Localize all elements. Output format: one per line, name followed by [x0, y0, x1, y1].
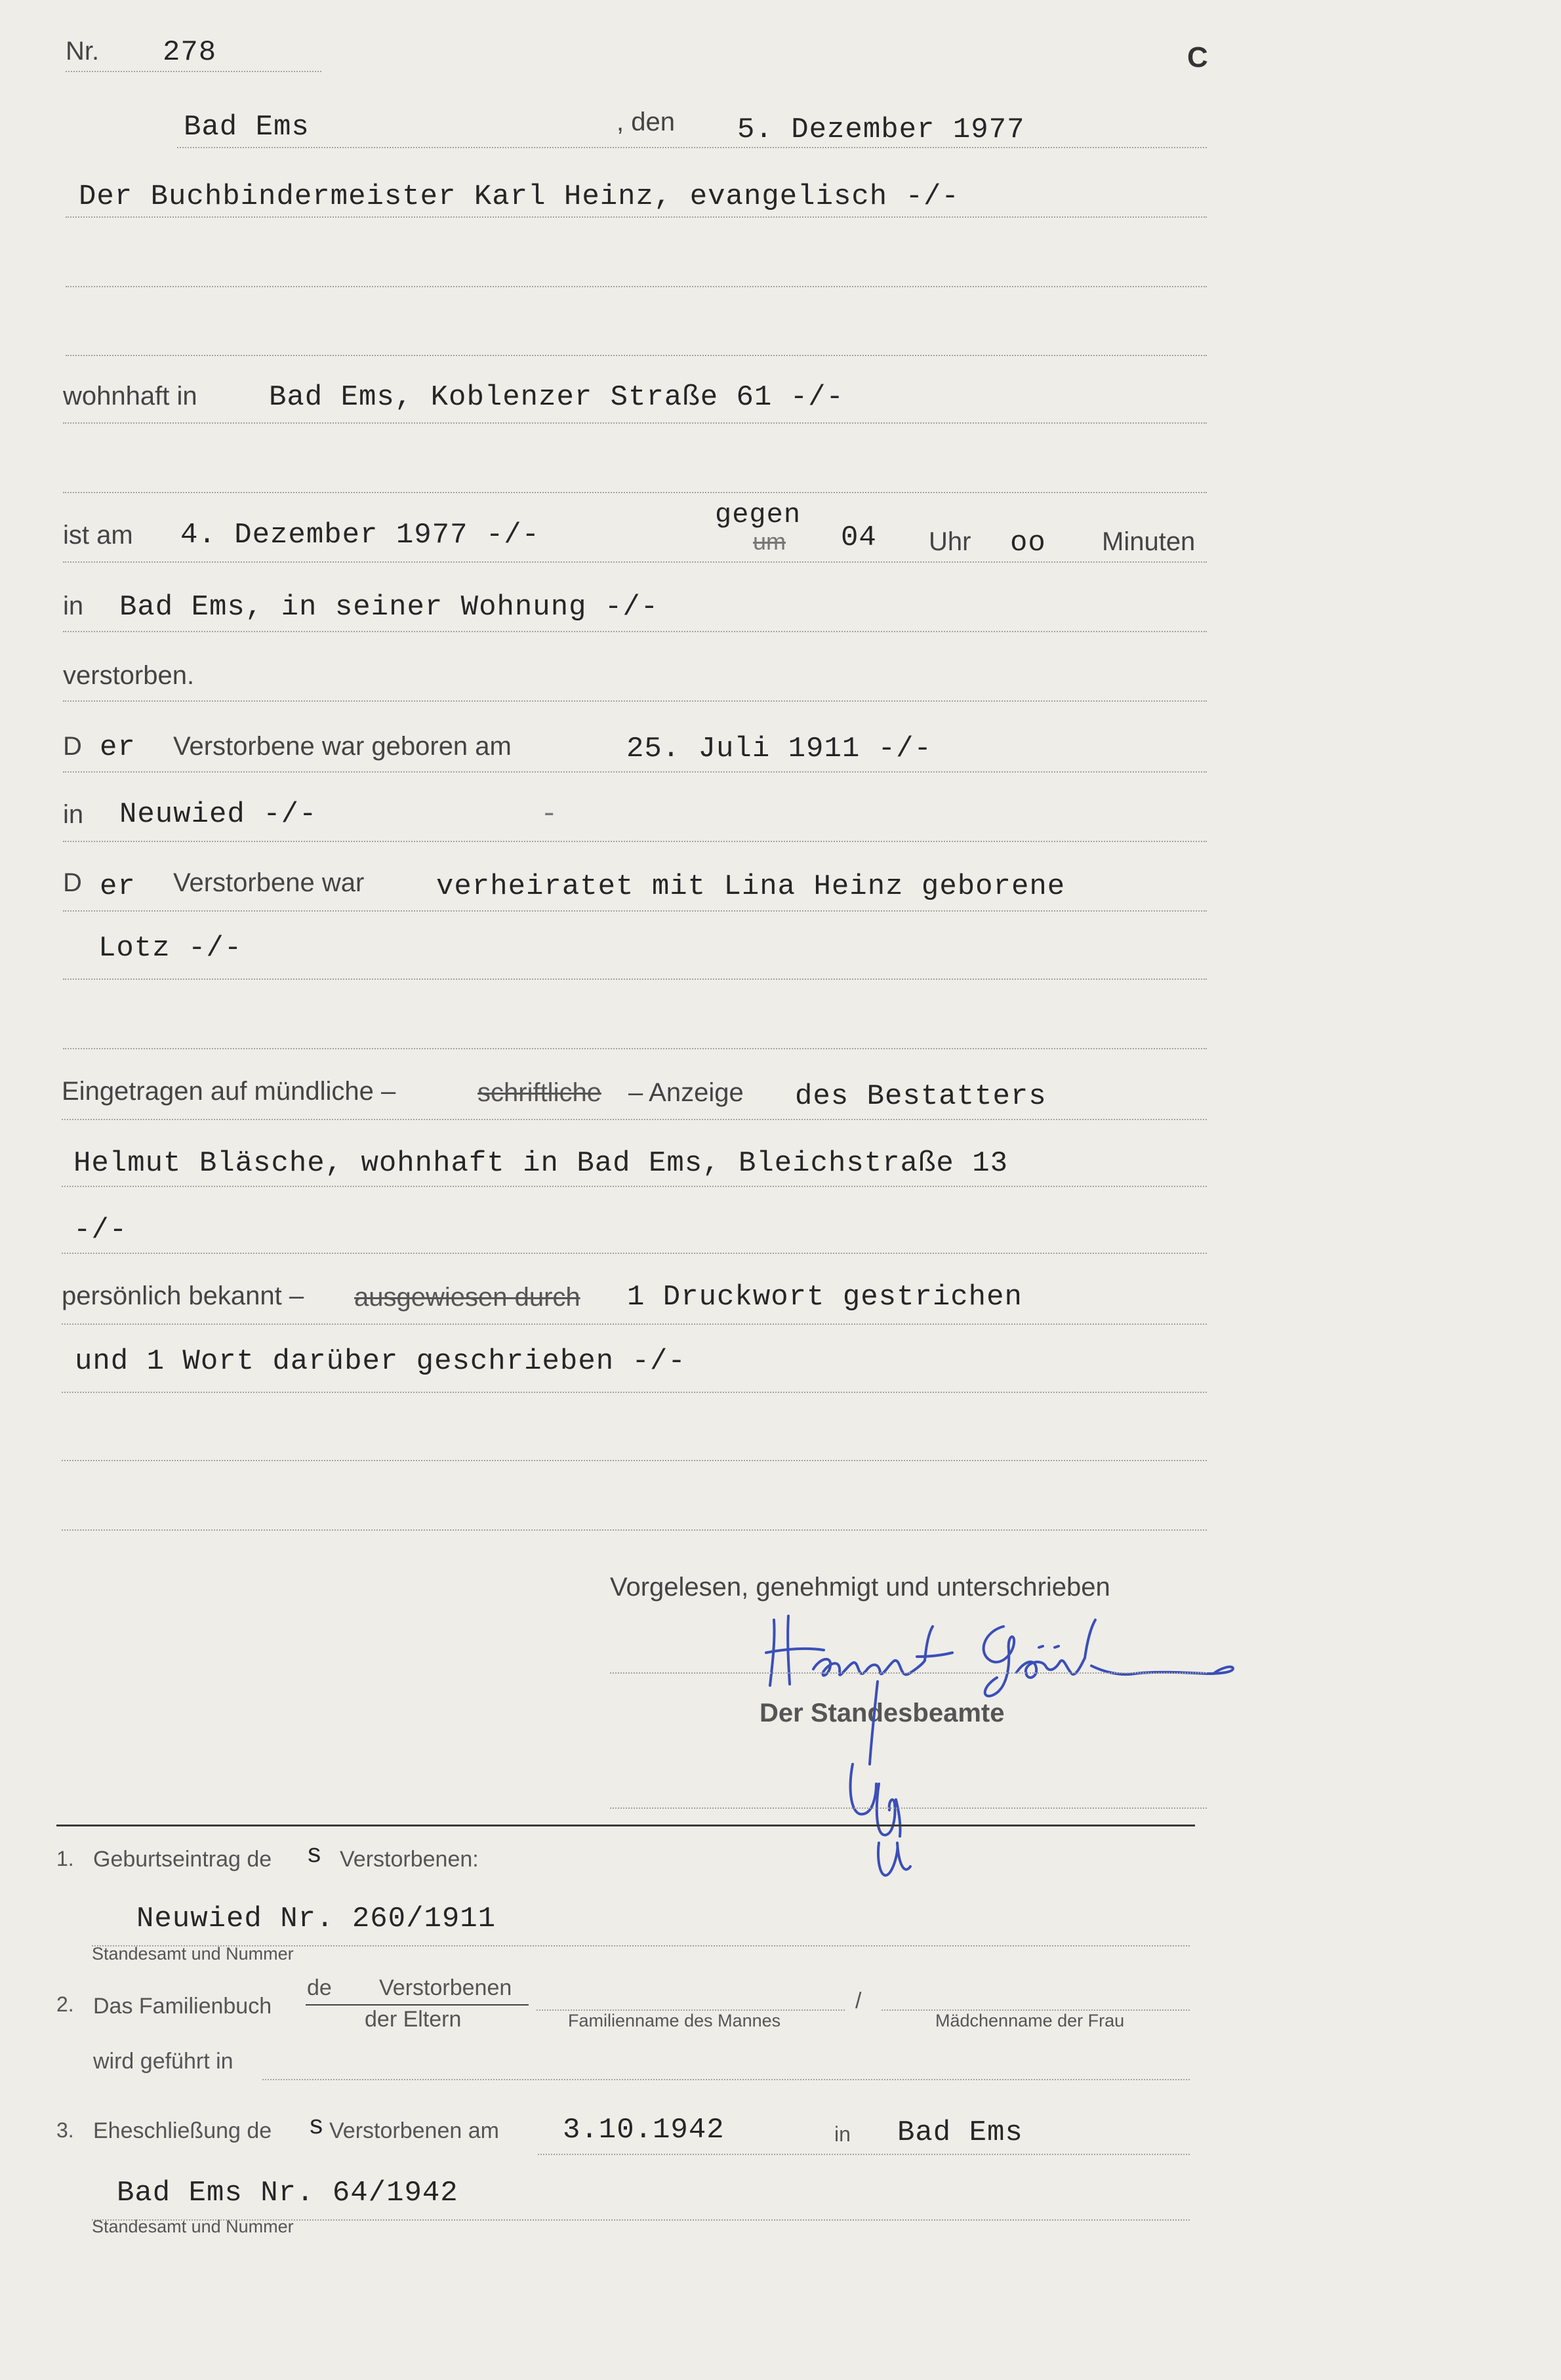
- birth-date: 25. Juli 1911 -/-: [626, 733, 932, 765]
- note2-rule: [62, 1392, 1207, 1393]
- marital-war-label: Verstorbene war: [173, 868, 365, 897]
- birth-place: Neuwied -/-: [119, 798, 317, 831]
- marriage-label2: Verstorbenen am: [329, 2118, 499, 2143]
- known-label: persönlich bekannt –: [62, 1281, 304, 1310]
- read-approved-signed-label: Vorgelesen, genehmigt und unterschrieben: [610, 1573, 1110, 1602]
- family-book-label: Das Familienbuch: [93, 1994, 272, 2019]
- fraction-top-b: Verstorbenen: [379, 1975, 512, 2000]
- blank-rule-3: [63, 492, 1207, 493]
- fraction-bottom: der Eltern: [365, 2007, 462, 2032]
- footer-num-2: 2.: [56, 1992, 74, 2016]
- birth-entry-label2: Verstorbenen:: [340, 1847, 479, 1872]
- registrar-initials-signature: [833, 1679, 925, 1895]
- reporter: des Bestatters: [795, 1080, 1047, 1113]
- registration-rule: [62, 1119, 1207, 1120]
- birth-entry-label: Geburtseintrag de: [93, 1847, 272, 1872]
- verstorben-label: verstorben.: [63, 661, 195, 690]
- inserted-word: gegen: [715, 499, 801, 531]
- blank-rule-5: [62, 1460, 1207, 1461]
- marital-d-label: D: [63, 868, 82, 897]
- record-number: 278: [163, 36, 217, 69]
- birth-entry-value: Neuwied Nr. 260/1911: [136, 1903, 497, 1935]
- registry-place: Bad Ems: [184, 111, 310, 144]
- death-rule: [63, 561, 1207, 563]
- birth-d-label: D: [63, 732, 82, 761]
- death-minutes: oo: [1010, 527, 1046, 559]
- death-in-label: in: [63, 592, 84, 620]
- registrar-label: Der Standesbeamte: [760, 1699, 1005, 1727]
- birth-entry-s: s: [306, 1841, 323, 1870]
- office-number-label-1: Standesamt und Nummer: [92, 1944, 294, 1964]
- residence-value: Bad Ems, Koblenzer Straße 61 -/-: [269, 381, 844, 414]
- blank-rule-4: [63, 1048, 1207, 1049]
- marital-status: verheiratet mit Lina Heinz geborene: [436, 870, 1066, 903]
- ist-am-label: ist am: [63, 521, 133, 550]
- registration-label-b: – Anzeige: [628, 1078, 744, 1107]
- marital-cont-rule: [63, 978, 1207, 980]
- correction-note-1: 1 Druckwort gestrichen: [627, 1281, 1023, 1314]
- death-place: Bad Ems, in seiner Wohnung -/-: [119, 591, 659, 624]
- marriage-date: 3.10.1942: [563, 2114, 725, 2147]
- blank-rule-2: [66, 355, 1207, 356]
- kept-in-rule: [262, 2079, 1190, 2080]
- marriage-office-value: Bad Ems Nr. 64/1942: [117, 2177, 458, 2209]
- birth-er-suffix: er: [100, 731, 136, 764]
- known-struck: ausgewiesen durch: [354, 1283, 580, 1312]
- marriage-label: Eheschließung de: [93, 2118, 272, 2143]
- nr-underline: [66, 71, 321, 72]
- deceased-line1: Der Buchbindermeister Karl Heinz, evangelisch -/-: [79, 180, 960, 213]
- minuten-label: Minuten: [1102, 527, 1196, 556]
- birth-in-label: in: [63, 800, 84, 829]
- birth-place-rule: [63, 841, 1207, 842]
- corner-letter: C: [1187, 41, 1208, 73]
- blank-rule-6: [62, 1529, 1207, 1531]
- footer-num-1: 1.: [56, 1847, 74, 1870]
- wife-maiden-label: Mädchenname der Frau: [935, 2011, 1125, 2030]
- blank-rule-1: [66, 286, 1207, 287]
- reporter-line3-rule: [62, 1253, 1207, 1254]
- known-rule: [62, 1323, 1207, 1325]
- death-date: 4. Dezember 1977 -/-: [180, 519, 540, 552]
- death-hour: 04: [841, 521, 877, 554]
- birth-rule: [63, 771, 1207, 773]
- struck-word: um: [753, 528, 786, 555]
- deceased-line1-rule: [66, 216, 1207, 218]
- registration-struck: schriftliche: [477, 1078, 601, 1107]
- uhr-label: Uhr: [929, 527, 971, 556]
- kept-in-label: wird geführt in: [93, 2049, 233, 2074]
- registry-date: 5. Dezember 1977: [737, 113, 1025, 146]
- informant-signature-line: [610, 1672, 1207, 1674]
- registrar-signature-line: [610, 1807, 1207, 1809]
- residence-rule: [63, 422, 1207, 424]
- marriage-place: Bad Ems: [897, 2116, 1023, 2149]
- registration-label-a: Eingetragen auf mündliche –: [62, 1077, 396, 1106]
- section-divider: [56, 1825, 1195, 1826]
- marital-rule: [63, 910, 1207, 912]
- death-place-rule: [63, 631, 1207, 632]
- name-separator: /: [855, 1988, 862, 2013]
- office-number-label-2: Standesamt und Nummer: [92, 2217, 294, 2236]
- birth-dash: -: [540, 798, 559, 831]
- verstorben-rule: [63, 700, 1207, 702]
- marriage-in-label: in: [834, 2122, 851, 2146]
- reporter-line3: -/-: [73, 1214, 128, 1247]
- nr-label: Nr.: [66, 37, 100, 66]
- fraction-bar: [306, 2004, 529, 2006]
- marriage-s: s: [308, 2112, 325, 2142]
- born-label: Verstorbene war geboren am: [173, 732, 512, 761]
- marital-er-suffix: er: [100, 870, 136, 903]
- fraction-top-a: de: [307, 1975, 332, 2000]
- footer-num-3: 3.: [56, 2118, 74, 2142]
- husband-name-label: Familienname des Mannes: [568, 2011, 781, 2030]
- reporter-line2-rule: [62, 1186, 1207, 1187]
- den-label: , den: [617, 108, 675, 136]
- marriage-rule: [538, 2154, 1190, 2155]
- correction-note-2: und 1 Wort darüber geschrieben -/-: [75, 1345, 686, 1378]
- residence-label: wohnhaft in: [63, 382, 197, 411]
- place-date-line: [177, 147, 1207, 148]
- reporter-line2: Helmut Bläsche, wohnhaft in Bad Ems, Bleichstraße 13: [73, 1147, 1009, 1180]
- marital-status-cont: Lotz -/-: [98, 932, 243, 965]
